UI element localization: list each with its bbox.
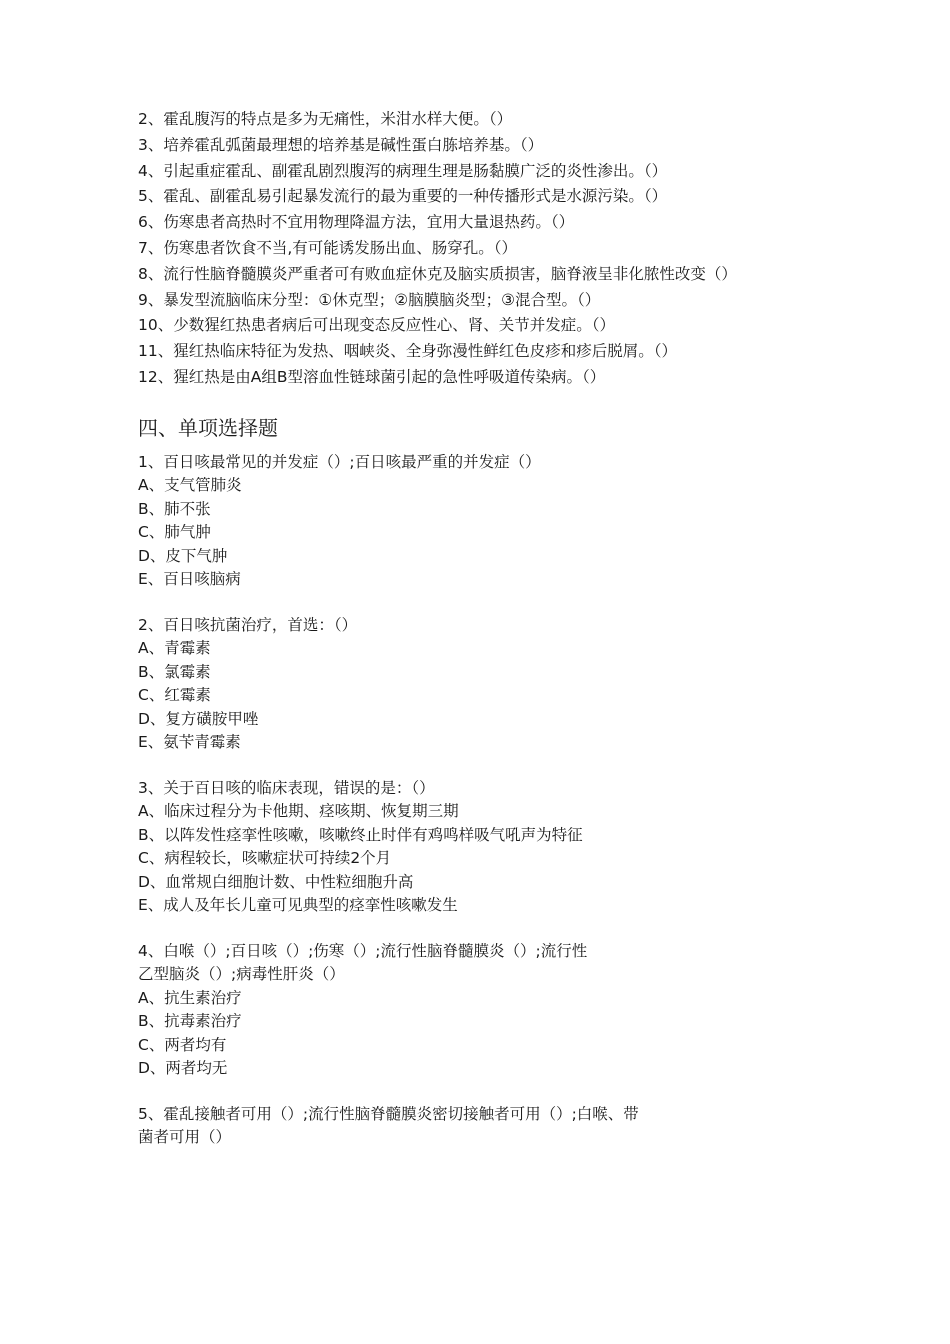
option: D、复方磺胺甲唑 <box>138 709 259 728</box>
tf-item: 2、霍乱腹泻的特点是多为无痛性，米泔水样大便。（） <box>138 110 513 128</box>
tf-item: 12、猩红热是由A组B型溶血性链球菌引起的急性呼吸道传染病。（） <box>138 367 606 386</box>
tf-item: 7、伤寒患者饮食不当,有可能诱发肠出血、肠穿孔。（） <box>138 238 518 257</box>
question-1 <box>138 451 818 592</box>
tf-item: 8、流行性脑脊髓膜炎严重者可有败血症休克及脑实质损害，脑脊液呈非化脓性改变（） <box>138 264 737 283</box>
tf-item: 10、少数猩红热患者病后可出现变态反应性心、肾、关节并发症。（） <box>138 316 615 335</box>
true-false-list <box>138 107 818 391</box>
tf-item: 9、暴发型流脑临床分型：①休克型；②脑膜脑炎型；③混合型。（） <box>138 290 601 309</box>
option: B、抗毒素治疗 <box>138 1012 242 1031</box>
tf-item: 6、伤寒患者高热时不宜用物理降温方法，宜用大量退热药。（） <box>138 213 575 232</box>
question-4 <box>138 940 818 1081</box>
tf-item: 11、猩红热临床特征为发热、咽峡炎、全身弥漫性鲜红色皮疹和疹后脱屑。（） <box>138 342 677 361</box>
option: D、两者均无 <box>138 1059 228 1078</box>
question-stem: 3、关于百日咳的临床表现，错误的是：（） <box>138 778 435 797</box>
option: B、氯霉素 <box>138 662 211 681</box>
question-stem: 4、白喉（）;百日咳（）;伤寒（）;流行性脑脊髓膜炎（）;流行性 <box>138 941 588 960</box>
question-3 <box>138 777 818 918</box>
option: B、以阵发性痉挛性咳嗽，咳嗽终止时伴有鸡鸣样吸气吼声为特征 <box>138 825 583 844</box>
question-stem-continued: 乙型脑炎（）;病毒性肝炎（） <box>138 965 345 984</box>
document-content <box>138 107 818 1172</box>
option: C、肺气肿 <box>138 523 211 542</box>
option: B、肺不张 <box>138 499 211 518</box>
tf-item: 4、引起重症霍乱、副霍乱剧烈腹泻的病理生理是肠黏膜广泛的炎性渗出。（） <box>138 161 668 180</box>
option: A、抗生素治疗 <box>138 988 242 1007</box>
option: D、皮下气肿 <box>138 546 228 565</box>
option: C、红霉素 <box>138 686 211 705</box>
question-stem: 1、百日咳最常见的并发症（）;百日咳最严重的并发症（） <box>138 452 541 471</box>
option: E、成人及年长儿童可见典型的痉挛性咳嗽发生 <box>138 896 458 915</box>
section-title: 四、单项选择题 <box>138 415 278 440</box>
tf-item: 5、霍乱、副霍乱易引起暴发流行的最为重要的一种传播形式是水源污染。（） <box>138 187 668 206</box>
option: A、支气管肺炎 <box>138 476 242 495</box>
option: C、病程较长，咳嗽症状可持续2个月 <box>138 849 392 868</box>
option: A、青霉素 <box>138 639 211 658</box>
question-5 <box>138 1103 818 1150</box>
question-stem: 2、百日咳抗菌治疗，首选：（） <box>138 615 358 634</box>
question-2 <box>138 614 818 755</box>
question-stem: 5、霍乱接触者可用（）;流行性脑脊髓膜炎密切接触者可用（）;白喉、带 <box>138 1104 639 1123</box>
option: E、氨苄青霉素 <box>138 733 241 752</box>
option: A、临床过程分为卡他期、痉咳期、恢复期三期 <box>138 802 459 821</box>
question-stem-continued: 菌者可用（） <box>138 1128 232 1147</box>
option: E、百日咳脑病 <box>138 570 241 589</box>
option: C、两者均有 <box>138 1035 227 1054</box>
tf-item: 3、培养霍乱弧菌最理想的培养基是碱性蛋白胨培养基。（） <box>138 135 544 154</box>
option: D、血常规白细胞计数、中性粒细胞升高 <box>138 872 414 891</box>
